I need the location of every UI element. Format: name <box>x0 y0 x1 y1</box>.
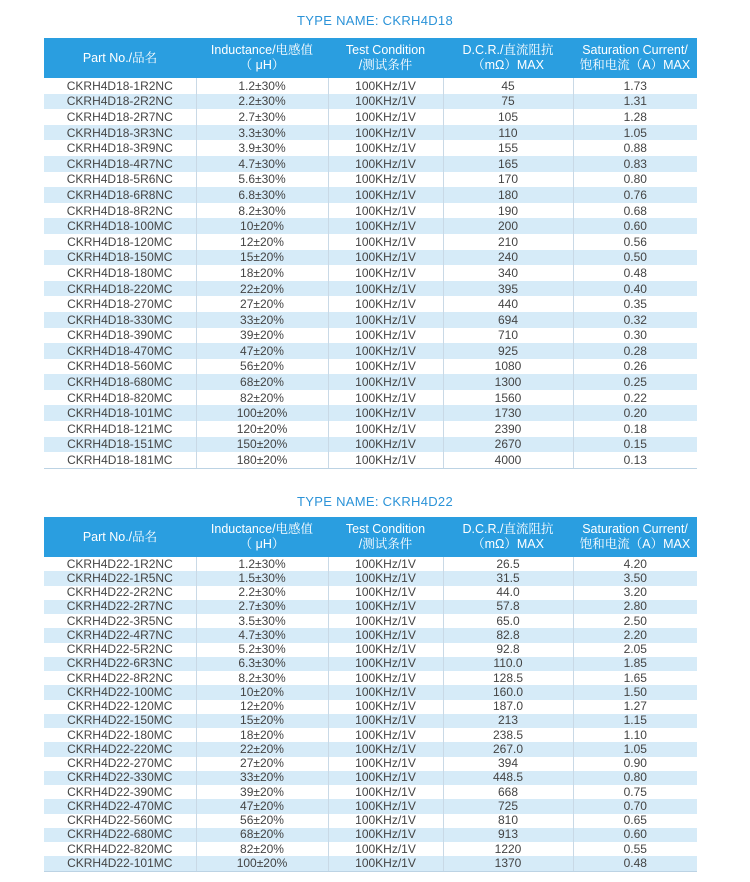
table-row <box>44 187 697 203</box>
test-condition-cell: 100KHz/1V <box>328 571 443 585</box>
inductance-cell: 22±20% <box>196 742 328 756</box>
inductance-cell: 8.2±30% <box>196 203 328 219</box>
test-condition-cell: 100KHz/1V <box>328 728 443 742</box>
saturation-current-cell: 0.18 <box>573 421 697 437</box>
saturation-current-cell: 1.10 <box>573 728 697 742</box>
dcr-cell: 128.5 <box>443 671 573 685</box>
inductance-cell: 47±20% <box>196 343 328 359</box>
dcr-cell: 110.0 <box>443 657 573 671</box>
inductance-cell: 120±20% <box>196 421 328 437</box>
dcr-cell: 1560 <box>443 390 573 406</box>
dcr-cell: 26.5 <box>443 557 573 571</box>
dcr-cell: 240 <box>443 250 573 266</box>
test-condition-cell: 100KHz/1V <box>328 785 443 799</box>
saturation-current-cell: 1.05 <box>573 125 697 141</box>
inductance-cell: 39±20% <box>196 785 328 799</box>
test-condition-cell: 100KHz/1V <box>328 452 443 468</box>
test-condition-cell: 100KHz/1V <box>328 405 443 421</box>
test-condition-cell: 100KHz/1V <box>328 700 443 714</box>
part-no-cell: CKRH4D22-390MC <box>44 785 196 799</box>
test-condition-cell: 100KHz/1V <box>328 125 443 141</box>
test-condition-cell: 100KHz/1V <box>328 614 443 628</box>
inductance-cell: 22±20% <box>196 281 328 297</box>
test-condition-cell: 100KHz/1V <box>328 187 443 203</box>
inductance-cell: 27±20% <box>196 757 328 771</box>
table-row <box>44 600 697 614</box>
dcr-cell: 2390 <box>443 421 573 437</box>
dcr-cell: 165 <box>443 156 573 172</box>
saturation-current-cell: 1.50 <box>573 685 697 699</box>
inductance-cell: 27±20% <box>196 296 328 312</box>
saturation-current-cell: 0.20 <box>573 405 697 421</box>
table-row <box>44 156 697 172</box>
part-no-cell: CKRH4D22-680MC <box>44 828 196 842</box>
saturation-current-cell: 0.80 <box>573 172 697 188</box>
table-row <box>44 328 697 344</box>
table-row <box>44 312 697 328</box>
saturation-current-cell: 0.40 <box>573 281 697 297</box>
part-no-cell: CKRH4D18-120MC <box>44 234 196 250</box>
test-condition-cell: 100KHz/1V <box>328 390 443 406</box>
test-condition-cell: 100KHz/1V <box>328 742 443 756</box>
dcr-cell: 31.5 <box>443 571 573 585</box>
inductance-cell: 56±20% <box>196 359 328 375</box>
test-condition-cell: 100KHz/1V <box>328 343 443 359</box>
part-no-cell: CKRH4D22-560MC <box>44 814 196 828</box>
part-no-cell: CKRH4D18-560MC <box>44 359 196 375</box>
inductance-cell: 18±20% <box>196 265 328 281</box>
inductance-cell: 33±20% <box>196 771 328 785</box>
saturation-current-cell: 0.60 <box>573 828 697 842</box>
inductance-cell: 180±20% <box>196 452 328 468</box>
part-no-cell: CKRH4D18-180MC <box>44 265 196 281</box>
table-row <box>44 771 697 785</box>
test-condition-cell: 100KHz/1V <box>328 234 443 250</box>
test-condition-cell: 100KHz/1V <box>328 328 443 344</box>
saturation-current-cell: 0.83 <box>573 156 697 172</box>
table-row <box>44 814 697 828</box>
saturation-current-cell: 1.65 <box>573 671 697 685</box>
dcr-cell: 110 <box>443 125 573 141</box>
saturation-current-cell: 0.70 <box>573 799 697 813</box>
test-condition-cell: 100KHz/1V <box>328 250 443 266</box>
table-row <box>44 109 697 125</box>
inductance-cell: 1.2±30% <box>196 557 328 571</box>
table-row <box>44 94 697 110</box>
part-no-cell: CKRH4D22-150MC <box>44 714 196 728</box>
saturation-current-cell: 2.20 <box>573 628 697 642</box>
test-condition-cell: 100KHz/1V <box>328 856 443 871</box>
dcr-cell: 57.8 <box>443 600 573 614</box>
test-condition-cell: 100KHz/1V <box>328 359 443 375</box>
inductance-cell: 4.7±30% <box>196 156 328 172</box>
table-row <box>44 218 697 234</box>
test-condition-cell: 100KHz/1V <box>328 628 443 642</box>
header-dcr: D.C.R./直流阻抗 （mΩ）MAX <box>443 517 573 557</box>
inductance-cell: 12±20% <box>196 700 328 714</box>
part-no-cell: CKRH4D22-101MC <box>44 856 196 871</box>
inductance-cell: 3.3±30% <box>196 125 328 141</box>
inductance-cell: 100±20% <box>196 405 328 421</box>
part-no-cell: CKRH4D18-2R2NC <box>44 94 196 110</box>
table-row <box>44 700 697 714</box>
part-no-cell: CKRH4D18-2R7NC <box>44 109 196 125</box>
inductance-cell: 12±20% <box>196 234 328 250</box>
inductance-cell: 15±20% <box>196 714 328 728</box>
table-row <box>44 437 697 453</box>
inductance-cell: 1.5±30% <box>196 571 328 585</box>
saturation-current-cell: 3.20 <box>573 586 697 600</box>
header-inductance: Inductance/电感值 （ μH） <box>196 38 328 78</box>
part-no-cell: CKRH4D18-181MC <box>44 452 196 468</box>
dcr-cell: 913 <box>443 828 573 842</box>
saturation-current-cell: 0.90 <box>573 757 697 771</box>
table-row <box>44 343 697 359</box>
inductance-cell: 3.9±30% <box>196 140 328 156</box>
table-row <box>44 421 697 437</box>
inductance-cell: 82±20% <box>196 390 328 406</box>
part-no-cell: CKRH4D22-1R2NC <box>44 557 196 571</box>
inductance-cell: 68±20% <box>196 828 328 842</box>
table-row <box>44 140 697 156</box>
dcr-cell: 440 <box>443 296 573 312</box>
dcr-cell: 200 <box>443 218 573 234</box>
table-row <box>44 799 697 813</box>
part-no-cell: CKRH4D18-100MC <box>44 218 196 234</box>
table-row <box>44 203 697 219</box>
table-row <box>44 234 697 250</box>
part-no-cell: CKRH4D22-100MC <box>44 685 196 699</box>
dcr-cell: 4000 <box>443 452 573 468</box>
dcr-cell: 170 <box>443 172 573 188</box>
table-row <box>44 728 697 742</box>
header-inductance: Inductance/电感值 （ μH） <box>196 517 328 557</box>
inductance-cell: 10±20% <box>196 685 328 699</box>
part-no-cell: CKRH4D18-3R9NC <box>44 140 196 156</box>
part-no-cell: CKRH4D18-8R2NC <box>44 203 196 219</box>
test-condition-cell: 100KHz/1V <box>328 296 443 312</box>
saturation-current-cell: 1.28 <box>573 109 697 125</box>
table-row <box>44 374 697 390</box>
table-row <box>44 628 697 642</box>
header-part-no: Part No./品名 <box>44 517 196 557</box>
part-no-cell: CKRH4D22-820MC <box>44 842 196 856</box>
part-no-cell: CKRH4D18-680MC <box>44 374 196 390</box>
dcr-cell: 105 <box>443 109 573 125</box>
dcr-cell: 180 <box>443 187 573 203</box>
inductance-cell: 6.8±30% <box>196 187 328 203</box>
inductance-cell: 2.7±30% <box>196 109 328 125</box>
dcr-cell: 448.5 <box>443 771 573 785</box>
saturation-current-cell: 1.15 <box>573 714 697 728</box>
dcr-cell: 155 <box>443 140 573 156</box>
part-no-cell: CKRH4D22-330MC <box>44 771 196 785</box>
inductance-cell: 39±20% <box>196 328 328 344</box>
dcr-cell: 725 <box>443 799 573 813</box>
saturation-current-cell: 1.05 <box>573 742 697 756</box>
header-part-no: Part No./品名 <box>44 38 196 78</box>
table-row <box>44 452 697 468</box>
dcr-cell: 340 <box>443 265 573 281</box>
test-condition-cell: 100KHz/1V <box>328 172 443 188</box>
part-no-cell: CKRH4D18-4R7NC <box>44 156 196 172</box>
table-row <box>44 571 697 585</box>
dcr-cell: 210 <box>443 234 573 250</box>
inductance-cell: 2.2±30% <box>196 94 328 110</box>
saturation-current-cell: 0.76 <box>573 187 697 203</box>
saturation-current-cell: 2.05 <box>573 643 697 657</box>
dcr-cell: 668 <box>443 785 573 799</box>
spec-table-ckrh4d18 <box>44 38 697 469</box>
table-row <box>44 405 697 421</box>
test-condition-cell: 100KHz/1V <box>328 374 443 390</box>
part-no-cell: CKRH4D22-1R5NC <box>44 571 196 585</box>
type-title-ckrh4d18: TYPE NAME: CKRH4D18 <box>297 13 453 28</box>
inductance-cell: 5.6±30% <box>196 172 328 188</box>
dcr-cell: 92.8 <box>443 643 573 657</box>
saturation-current-cell: 0.25 <box>573 374 697 390</box>
table-row <box>44 265 697 281</box>
table-row <box>44 714 697 728</box>
inductance-cell: 33±20% <box>196 312 328 328</box>
test-condition-cell: 100KHz/1V <box>328 218 443 234</box>
test-condition-cell: 100KHz/1V <box>328 757 443 771</box>
table-row <box>44 281 697 297</box>
inductance-cell: 2.7±30% <box>196 600 328 614</box>
dcr-cell: 394 <box>443 757 573 771</box>
test-condition-cell: 100KHz/1V <box>328 94 443 110</box>
part-no-cell: CKRH4D18-820MC <box>44 390 196 406</box>
table-row <box>44 757 697 771</box>
saturation-current-cell: 0.56 <box>573 234 697 250</box>
test-condition-cell: 100KHz/1V <box>328 771 443 785</box>
test-condition-cell: 100KHz/1V <box>328 140 443 156</box>
part-no-cell: CKRH4D22-2R2NC <box>44 586 196 600</box>
saturation-current-cell: 0.48 <box>573 265 697 281</box>
inductance-cell: 18±20% <box>196 728 328 742</box>
dcr-cell: 1730 <box>443 405 573 421</box>
saturation-current-cell: 2.50 <box>573 614 697 628</box>
part-no-cell: CKRH4D18-1R2NC <box>44 78 196 94</box>
table-row <box>44 359 697 375</box>
dcr-cell: 810 <box>443 814 573 828</box>
inductance-cell: 100±20% <box>196 856 328 871</box>
dcr-cell: 1220 <box>443 842 573 856</box>
inductance-cell: 6.3±30% <box>196 657 328 671</box>
inductance-cell: 82±20% <box>196 842 328 856</box>
test-condition-cell: 100KHz/1V <box>328 156 443 172</box>
test-condition-cell: 100KHz/1V <box>328 421 443 437</box>
part-no-cell: CKRH4D18-3R3NC <box>44 125 196 141</box>
part-no-cell: CKRH4D18-6R8NC <box>44 187 196 203</box>
dcr-cell: 65.0 <box>443 614 573 628</box>
dcr-cell: 710 <box>443 328 573 344</box>
dcr-cell: 1370 <box>443 856 573 871</box>
dcr-cell: 82.8 <box>443 628 573 642</box>
dcr-cell: 1300 <box>443 374 573 390</box>
inductance-cell: 4.7±30% <box>196 628 328 642</box>
saturation-current-cell: 0.48 <box>573 856 697 871</box>
test-condition-cell: 100KHz/1V <box>328 685 443 699</box>
part-no-cell: CKRH4D22-4R7NC <box>44 628 196 642</box>
table-row <box>44 586 697 600</box>
test-condition-cell: 100KHz/1V <box>328 671 443 685</box>
table-header-row <box>44 38 697 78</box>
table-row <box>44 856 697 871</box>
inductance-cell: 10±20% <box>196 218 328 234</box>
dcr-cell: 75 <box>443 94 573 110</box>
dcr-cell: 2670 <box>443 437 573 453</box>
dcr-cell: 238.5 <box>443 728 573 742</box>
test-condition-cell: 100KHz/1V <box>328 814 443 828</box>
header-saturation-current: Saturation Current/ 饱和电流（A）MAX <box>573 38 697 78</box>
saturation-current-cell: 0.88 <box>573 140 697 156</box>
test-condition-cell: 100KHz/1V <box>328 78 443 94</box>
saturation-current-cell: 0.15 <box>573 437 697 453</box>
saturation-current-cell: 1.73 <box>573 78 697 94</box>
dcr-cell: 395 <box>443 281 573 297</box>
part-no-cell: CKRH4D18-121MC <box>44 421 196 437</box>
table-row <box>44 742 697 756</box>
dcr-cell: 213 <box>443 714 573 728</box>
table-row <box>44 614 697 628</box>
inductance-cell: 47±20% <box>196 799 328 813</box>
table-row <box>44 643 697 657</box>
header-saturation-current: Saturation Current/ 饱和电流（A）MAX <box>573 517 697 557</box>
table-row <box>44 250 697 266</box>
table-row <box>44 842 697 856</box>
part-no-cell: CKRH4D18-470MC <box>44 343 196 359</box>
saturation-current-cell: 0.55 <box>573 842 697 856</box>
part-no-cell: CKRH4D18-101MC <box>44 405 196 421</box>
part-no-cell: CKRH4D18-151MC <box>44 437 196 453</box>
dcr-cell: 694 <box>443 312 573 328</box>
dcr-cell: 1080 <box>443 359 573 375</box>
dcr-cell: 160.0 <box>443 685 573 699</box>
table-row <box>44 125 697 141</box>
part-no-cell: CKRH4D18-330MC <box>44 312 196 328</box>
table-row <box>44 685 697 699</box>
saturation-current-cell: 0.75 <box>573 785 697 799</box>
table-row <box>44 557 697 571</box>
dcr-cell: 925 <box>443 343 573 359</box>
part-no-cell: CKRH4D22-8R2NC <box>44 671 196 685</box>
test-condition-cell: 100KHz/1V <box>328 657 443 671</box>
saturation-current-cell: 4.20 <box>573 557 697 571</box>
saturation-current-cell: 0.26 <box>573 359 697 375</box>
saturation-current-cell: 0.35 <box>573 296 697 312</box>
table-row <box>44 296 697 312</box>
saturation-current-cell: 1.31 <box>573 94 697 110</box>
header-dcr: D.C.R./直流阻抗 （mΩ）MAX <box>443 38 573 78</box>
part-no-cell: CKRH4D18-390MC <box>44 328 196 344</box>
test-condition-cell: 100KHz/1V <box>328 109 443 125</box>
saturation-current-cell: 2.80 <box>573 600 697 614</box>
saturation-current-cell: 0.28 <box>573 343 697 359</box>
table-row <box>44 828 697 842</box>
inductance-cell: 3.5±30% <box>196 614 328 628</box>
part-no-cell: CKRH4D22-5R2NC <box>44 643 196 657</box>
inductance-cell: 15±20% <box>196 250 328 266</box>
part-no-cell: CKRH4D22-2R7NC <box>44 600 196 614</box>
part-no-cell: CKRH4D18-5R6NC <box>44 172 196 188</box>
part-no-cell: CKRH4D22-220MC <box>44 742 196 756</box>
table-header-row <box>44 517 697 557</box>
table-row <box>44 172 697 188</box>
test-condition-cell: 100KHz/1V <box>328 265 443 281</box>
test-condition-cell: 100KHz/1V <box>328 203 443 219</box>
saturation-current-cell: 1.27 <box>573 700 697 714</box>
test-condition-cell: 100KHz/1V <box>328 437 443 453</box>
dcr-cell: 187.0 <box>443 700 573 714</box>
saturation-current-cell: 0.50 <box>573 250 697 266</box>
inductance-cell: 1.2±30% <box>196 78 328 94</box>
saturation-current-cell: 3.50 <box>573 571 697 585</box>
inductance-cell: 150±20% <box>196 437 328 453</box>
saturation-current-cell: 0.22 <box>573 390 697 406</box>
saturation-current-cell: 0.80 <box>573 771 697 785</box>
dcr-cell: 267.0 <box>443 742 573 756</box>
dcr-cell: 190 <box>443 203 573 219</box>
inductance-cell: 68±20% <box>196 374 328 390</box>
type-title-ckrh4d22: TYPE NAME: CKRH4D22 <box>297 494 453 509</box>
spec-table-ckrh4d22 <box>44 517 697 872</box>
saturation-current-cell: 0.32 <box>573 312 697 328</box>
test-condition-cell: 100KHz/1V <box>328 828 443 842</box>
inductance-cell: 2.2±30% <box>196 586 328 600</box>
saturation-current-cell: 0.65 <box>573 814 697 828</box>
test-condition-cell: 100KHz/1V <box>328 714 443 728</box>
saturation-current-cell: 1.85 <box>573 657 697 671</box>
part-no-cell: CKRH4D18-270MC <box>44 296 196 312</box>
inductance-cell: 5.2±30% <box>196 643 328 657</box>
inductance-cell: 56±20% <box>196 814 328 828</box>
part-no-cell: CKRH4D22-180MC <box>44 728 196 742</box>
header-test-condition: Test Condition /测试条件 <box>328 517 443 557</box>
test-condition-cell: 100KHz/1V <box>328 557 443 571</box>
part-no-cell: CKRH4D18-150MC <box>44 250 196 266</box>
inductance-cell: 8.2±30% <box>196 671 328 685</box>
table-row <box>44 657 697 671</box>
test-condition-cell: 100KHz/1V <box>328 600 443 614</box>
table-row <box>44 78 697 94</box>
test-condition-cell: 100KHz/1V <box>328 586 443 600</box>
part-no-cell: CKRH4D22-270MC <box>44 757 196 771</box>
test-condition-cell: 100KHz/1V <box>328 281 443 297</box>
saturation-current-cell: 0.60 <box>573 218 697 234</box>
part-no-cell: CKRH4D22-3R5NC <box>44 614 196 628</box>
part-no-cell: CKRH4D22-6R3NC <box>44 657 196 671</box>
dcr-cell: 44.0 <box>443 586 573 600</box>
header-test-condition: Test Condition /测试条件 <box>328 38 443 78</box>
test-condition-cell: 100KHz/1V <box>328 799 443 813</box>
part-no-cell: CKRH4D22-470MC <box>44 799 196 813</box>
table-row <box>44 671 697 685</box>
test-condition-cell: 100KHz/1V <box>328 643 443 657</box>
table-row <box>44 785 697 799</box>
part-no-cell: CKRH4D18-220MC <box>44 281 196 297</box>
test-condition-cell: 100KHz/1V <box>328 842 443 856</box>
saturation-current-cell: 0.68 <box>573 203 697 219</box>
dcr-cell: 45 <box>443 78 573 94</box>
test-condition-cell: 100KHz/1V <box>328 312 443 328</box>
saturation-current-cell: 0.30 <box>573 328 697 344</box>
saturation-current-cell: 0.13 <box>573 452 697 468</box>
part-no-cell: CKRH4D22-120MC <box>44 700 196 714</box>
table-row <box>44 390 697 406</box>
